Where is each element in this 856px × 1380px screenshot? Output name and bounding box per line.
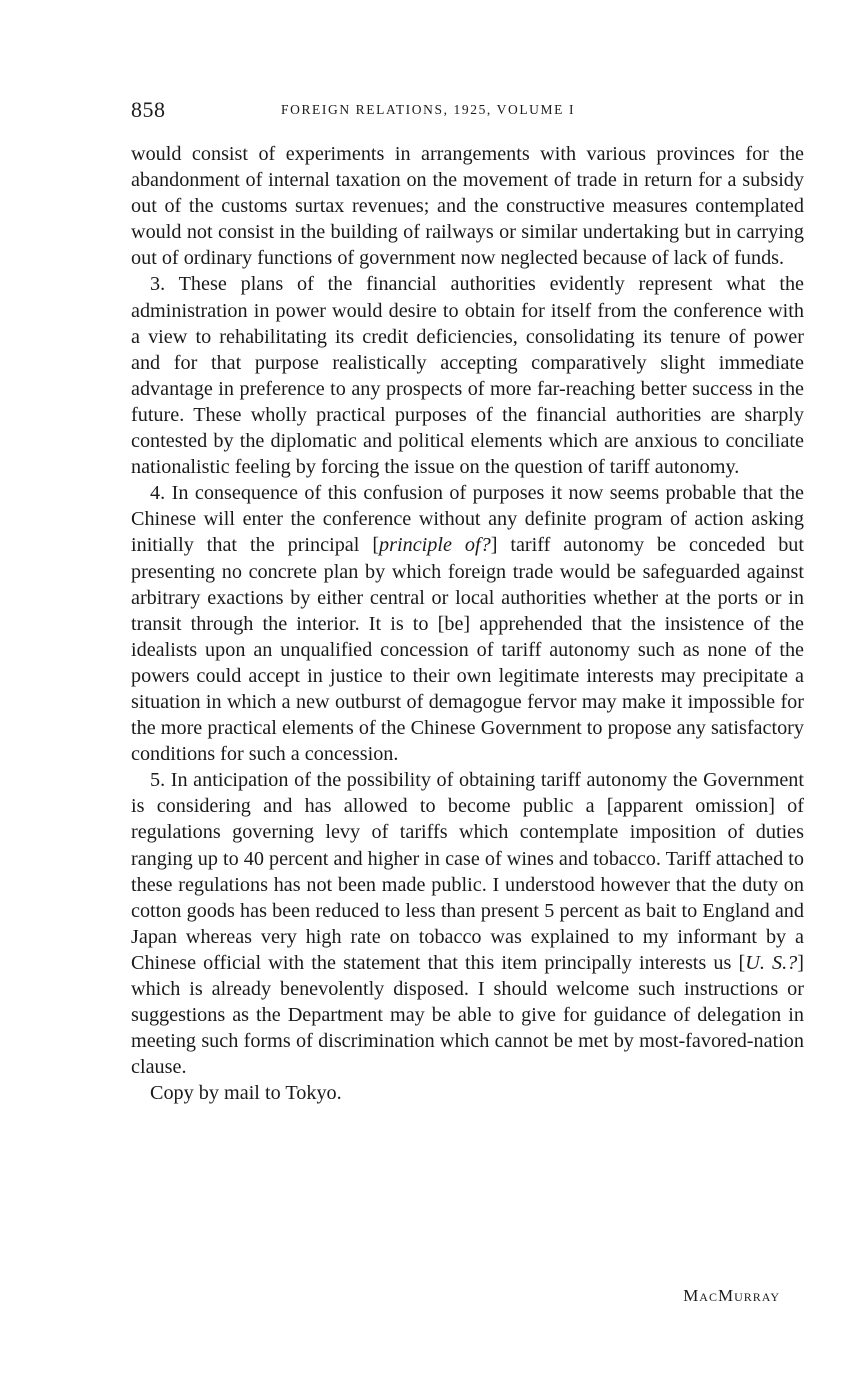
page-header: [131, 96, 806, 124]
paragraph-4: [131, 480, 804, 767]
document-body: [131, 141, 804, 1106]
running-head: FOREIGN RELATIONS, 1925, VOLUME I: [281, 102, 576, 117]
paragraph-5: [131, 767, 804, 1080]
paragraph-text: 3. These plans of the financial authorities evidently represent what the administration in power would desire to obtain for itself from the conference with a view to rehabilitating its credit deficiencies, consolidating its tenure of power and for that purpose realistically accepting comparatively slight immediate advantage in preference to any prospects of more far-reaching better success in the future. These wholly practical purposes of the financial authorities are sharply contested by the diplomatic and political elements which are anxious to conciliate nationalistic feeling by forcing the issue on the question of tariff autonomy.: [131, 273, 804, 479]
paragraph-text: ] tariff autonomy be conceded but presenting no concrete plan by which foreign trade would be safeguarded against arbitrary exactions by either central or local authorities whether at the ports or in transit through the interior. It is to [be] apprehended that the insistence of the idealists upon an unqualified concession of tariff autonomy such as none of the powers could accept in justice to their own legitimate interests may precipitate a situation in which a new outburst of demagogue fervor may make it impossible for the more practical elements of the Chinese Government to propose any satisfactory conditions for such a concession.: [131, 534, 804, 766]
paragraph-text: would consist of experiments in arrangements with various provinces for the abandonment of internal taxation on the movement of trade in return for a subsidy out of the customs surtax revenues; and the constructive measures contemplated would not consist in the building of railways or similar undertaking but in carrying out of ordinary functions of government now neglected because of lack of funds.: [131, 143, 804, 270]
page-number: 858: [131, 97, 166, 122]
paragraph-continuation: [131, 141, 804, 271]
paragraph-text: ] which is already benevolently disposed. I should welcome such instructions or suggestions as the Department may be able to give for guidance of delegation in meeting such forms of discrimination which cannot be met by most-favored-nation clause.: [131, 951, 804, 1079]
closing-line: Copy by mail to Tokyo.: [150, 1082, 342, 1105]
editorial-insertion: principle of?: [379, 534, 491, 557]
paragraph-3: [131, 271, 804, 480]
paragraph-text: 5. In anticipation of the possibility of obtaining tariff autonomy the Government is considering and has allowed to become public a [apparent omission] of regulations governing levy of tariffs which contemplate imposition of duties ranging up to 40 percent and higher in case of wines and tobacco. Tariff attached to these regulations has not been made public. I understood however that the duty on cotton goods has been reduced to less than present 5 percent as bait to England and Japan whereas very high rate on tobacco was explained to my informant by a Chinese official with the statement that this item principally interests us [: [131, 769, 804, 974]
paragraph-text: 4. In consequence of this confusion of purposes it now seems probable that the Chinese will enter the conference without any definite program of action asking initially that the principal [: [131, 482, 804, 557]
signature: MacMurray: [683, 1286, 780, 1305]
editorial-insertion: U. S.?: [745, 951, 798, 974]
